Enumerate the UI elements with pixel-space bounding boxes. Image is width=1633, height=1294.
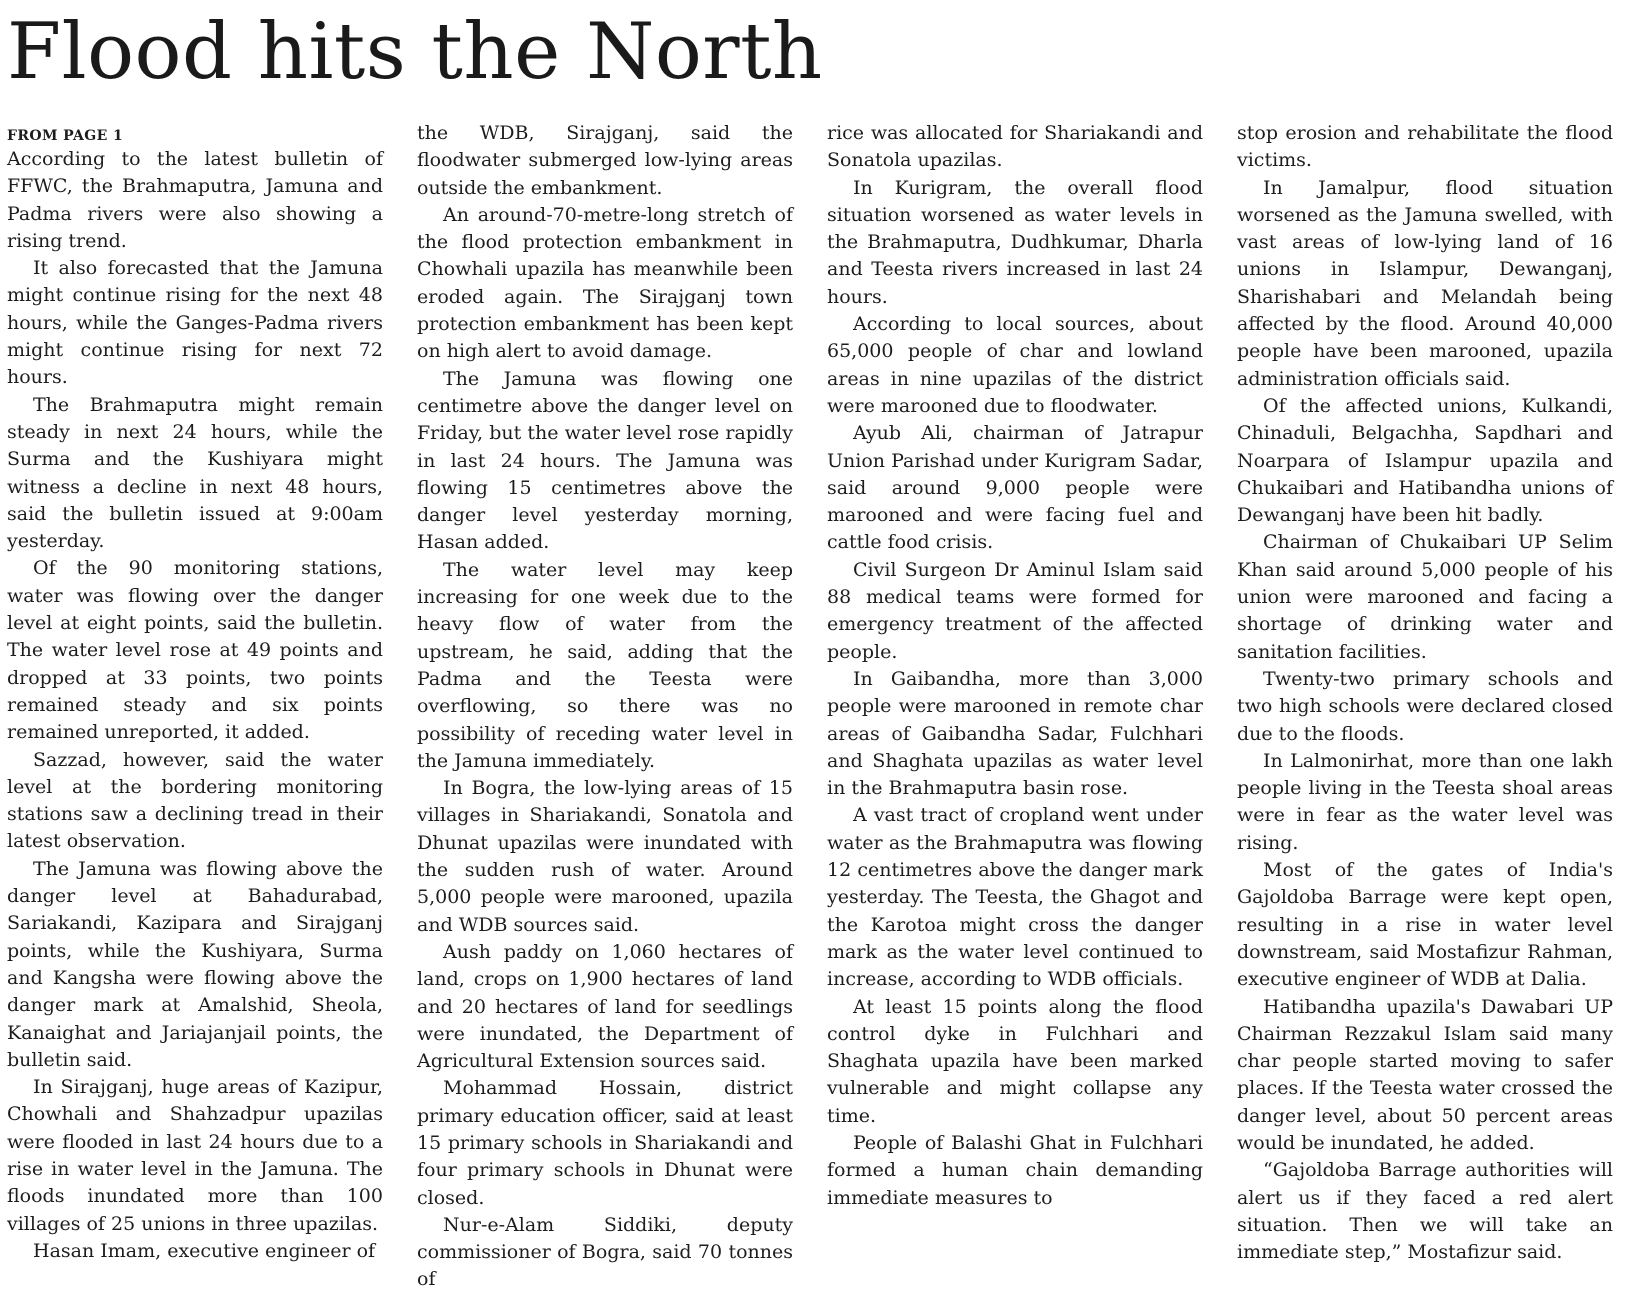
paragraph: According to the latest bulletin of FFWC, the Brahmaputra, Jamuna and Padma rivers were also showing a rising trend. xyxy=(7,148,383,252)
paragraph: Chairman of Chukaibari UP Selim Khan said around 5,000 people of his union were marooned and facing a shortage of drinking water and sanitation facilities. xyxy=(1237,531,1613,663)
paragraph: An around-70-metre-long stretch of the flood protection embankment in Chowhali upazila has meanwhile been eroded again. The Sirajganj town protection embankment has been kept on high alert to avoid damage. xyxy=(417,203,793,363)
from-page-kicker: FROM PAGE 1 xyxy=(7,128,124,144)
paragraph: “Gajoldoba Barrage authorities will alert us if they faced a red alert situation. Then we will take an immediate step,” Mostafizur said. xyxy=(1237,1159,1613,1264)
paragraph: Hasan Imam, executive engineer of xyxy=(33,1239,376,1262)
paragraph: In Kurigram, the overall flood situation worsened as water levels in the Brahmaputra, Dudhkumar, Dharla and Teesta rivers increased in last 24 hours. xyxy=(827,176,1203,308)
paragraph: stop erosion and rehabilitate the flood victims. xyxy=(1237,122,1613,172)
paragraph: Most of the gates of India's Gajoldoba Barrage were kept open, resulting in a rise in water level downstream, said Mostafizur Rahman, executive engineer of WDB at Dalia. xyxy=(1237,859,1613,991)
paragraph: Aush paddy on 1,060 hectares of land, crops on 1,900 hectares of land and 20 hectares of land for seedlings were inundated, the Department of Agricultural Extension sources said. xyxy=(417,940,793,1073)
paragraph: Twenty-two primary schools and two high schools were declared closed due to the floods. xyxy=(1237,667,1613,745)
paragraph: In Bogra, the low-lying areas of 15 villages in Shariakandi, Sonatola and Dhunat upazilas were inundated with the sudden rush of water. Around 5,000 people were marooned, upazila and WDB sources said. xyxy=(417,777,793,936)
paragraph: Sazzad, however, said the water level at the bordering monitoring stations saw a declining tread in their latest observation. xyxy=(7,748,383,853)
paragraph: A vast tract of cropland went under water as the Brahmaputra was flowing 12 centimetres above the danger mark yesterday. The Teesta, the Ghagot and the Karotoa might cross the danger mark as the water level continued to increase, according to WDB officials. xyxy=(827,804,1203,991)
paragraph: At least 15 points along the flood control dyke in Fulchhari and Shaghata upazila have been marked vulnerable and might collapse any time. xyxy=(827,995,1203,1127)
paragraph: rice was allocated for Shariakandi and Sonatola upazilas. xyxy=(827,122,1203,172)
paragraph: the WDB, Sirajganj, said the floodwater submerged low-lying areas outside the embankment. xyxy=(417,122,793,199)
paragraph: Nur-e-Alam Siddiki, deputy commissioner of Bogra, said 70 tonnes of xyxy=(417,1213,793,1291)
paragraph: The Jamuna was flowing above the danger level at Bahadurabad, Sariakandi, Kazipara and Sirajganj points, while the Kushiyara, Surma and Kangsha were flowing above the danger mark at Amalshid, Sheola, Kanaighat and Jariajanjail points, the bulletin said. xyxy=(7,857,383,1071)
paragraph: Of the affected unions, Kulkandi, Chinaduli, Belgachha, Sapdhari and Noarpara of Islampur upazila and Chukaibari and Hatibandha unions of Dewanganj have been hit badly. xyxy=(1237,394,1613,527)
paragraph: People of Balashi Ghat in Fulchhari formed a human chain demanding immediate measures to xyxy=(827,1131,1203,1209)
paragraph: Of the 90 monitoring stations, water was flowing over the danger level at eight points, said the bulletin. The water level rose at 49 points and dropped at 33 points, two points remained steady and six points remained unreported, it added. xyxy=(7,557,383,744)
paragraph: Ayub Ali, chairman of Jatrapur Union Parishad under Kurigram Sadar, said around 9,000 people were marooned and were facing fuel and cattle food crisis. xyxy=(827,422,1203,554)
column-3 xyxy=(827,120,1203,1270)
column-2 xyxy=(417,120,793,1291)
paragraph: The Brahmaputra might remain steady in next 24 hours, while the Surma and the Kushiyara might witness a decline in next 48 hours, said the bulletin issued at 9:00am yesterday. xyxy=(7,393,383,553)
column-1 xyxy=(7,120,383,1270)
paragraph: It also forecasted that the Jamuna might continue rising for the next 48 hours, while the Ganges-Padma rivers might continue rising for next 72 hours. xyxy=(7,257,383,389)
paragraph: According to local sources, about 65,000 people of char and lowland areas in nine upazilas of the district were marooned due to floodwater. xyxy=(827,313,1203,417)
paragraph: Mohammad Hossain, district primary education officer, said at least 15 primary schools in Shariakandi and four primary schools in Dhunat were closed. xyxy=(417,1077,793,1209)
column-4 xyxy=(1237,120,1613,1270)
headline: Flood hits the North xyxy=(7,7,823,97)
article-body xyxy=(7,120,1627,1291)
paragraph: Hatibandha upazila's Dawabari UP Chairman Rezzakul Islam said many char people started moving to safer places. If the Teesta water crossed the danger level, about 50 percent areas would be inundated, he added. xyxy=(1237,995,1613,1154)
paragraph: In Sirajganj, huge areas of Kazipur, Chowhali and Shahzadpur upazilas were flooded in last 24 hours due to a rise in water level in the Jamuna. The floods inundated more than 100 villages of 25 unions in three upazilas. xyxy=(7,1076,383,1235)
paragraph: In Gaibandha, more than 3,000 people were marooned in remote char areas of Gaibandha Sadar, Fulchhari and Shaghata upazilas as water level in the Brahmaputra basin rose. xyxy=(827,667,1203,800)
paragraph: In Lalmonirhat, more than one lakh people living in the Teesta shoal areas were in fear as the water level was rising. xyxy=(1237,749,1613,854)
paragraph: In Jamalpur, flood situation worsened as the Jamuna swelled, with vast areas of low-lying land of 16 unions in Islampur, Dewanganj, Sharishabari and Melandah being affected by the flood. Around 40,000 people have been marooned, upazila administration officials said. xyxy=(1237,176,1613,390)
paragraph: Civil Surgeon Dr Aminul Islam said 88 medical teams were formed for emergency treatment of the affected people. xyxy=(827,558,1203,663)
paragraph: The Jamuna was flowing one centimetre above the danger level on Friday, but the water level rose rapidly in last 24 hours. The Jamuna was flowing 15 centimetres above the danger level yesterday morning, Hasan added. xyxy=(417,367,793,554)
paragraph: The water level may keep increasing for one week due to the heavy flow of water from the upstream, he said, adding that the Padma and the Teesta were overflowing, so there was no possibility of receding water level in the Jamuna immediately. xyxy=(417,558,793,772)
